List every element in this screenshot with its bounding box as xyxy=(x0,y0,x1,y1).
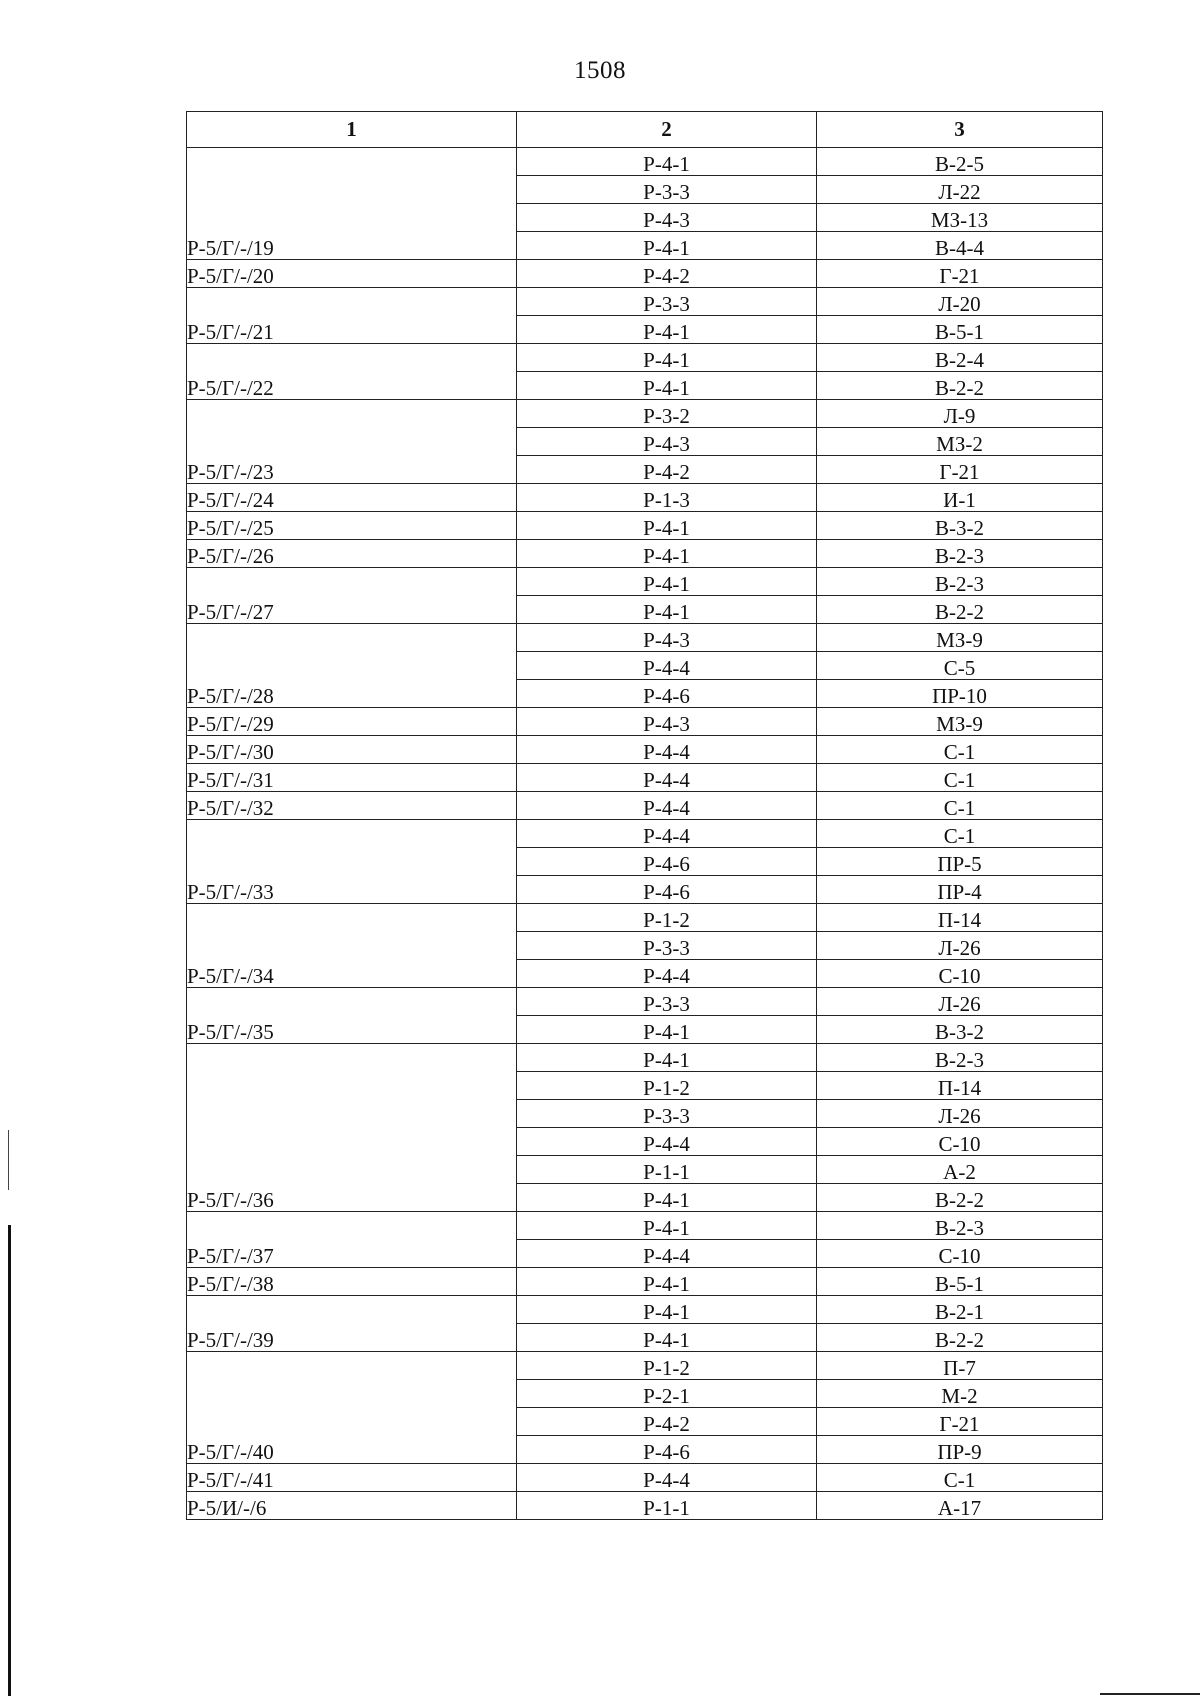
column-3-cell: В-4-4 xyxy=(817,232,1103,260)
table-row xyxy=(187,708,1103,736)
column-3-cell: С-10 xyxy=(817,960,1103,988)
column-2-cell: Р-4-1 xyxy=(517,1212,817,1240)
column-3-cell: ПР-9 xyxy=(817,1436,1103,1464)
column-2-cell: Р-1-1 xyxy=(517,1492,817,1520)
column-2-cell: Р-4-1 xyxy=(517,596,817,624)
column-3-cell: С-1 xyxy=(817,764,1103,792)
column-2-cell: Р-1-3 xyxy=(517,484,817,512)
column-2-cell: Р-4-3 xyxy=(517,428,817,456)
group-code-cell: Р-5/Г/-/19 xyxy=(187,148,517,260)
column-3-cell: П-14 xyxy=(817,1072,1103,1100)
column-2-cell: Р-4-4 xyxy=(517,1128,817,1156)
table-row xyxy=(187,820,1103,848)
column-3-cell: ПР-10 xyxy=(817,680,1103,708)
table-row xyxy=(187,288,1103,316)
table-row xyxy=(187,1492,1103,1520)
column-3-cell: С-1 xyxy=(817,820,1103,848)
page-number: 1508 xyxy=(574,57,626,84)
group-code-cell: Р-5/Г/-/35 xyxy=(187,988,517,1044)
group-code-cell: Р-5/Г/-/31 xyxy=(187,764,517,792)
column-2-cell: Р-4-1 xyxy=(517,568,817,596)
column-3-cell: М-2 xyxy=(817,1380,1103,1408)
group-code-cell: Р-5/Г/-/34 xyxy=(187,904,517,988)
column-header-3: 3 xyxy=(817,112,1103,148)
table-body xyxy=(187,148,1103,1520)
table-row xyxy=(187,344,1103,372)
column-3-cell: В-2-1 xyxy=(817,1296,1103,1324)
column-2-cell: Р-4-4 xyxy=(517,960,817,988)
column-2-cell: Р-4-6 xyxy=(517,680,817,708)
column-2-cell: Р-4-1 xyxy=(517,148,817,176)
table-row xyxy=(187,1212,1103,1240)
column-3-cell: ПР-4 xyxy=(817,876,1103,904)
group-code-cell: Р-5/Г/-/39 xyxy=(187,1296,517,1352)
column-header-2: 2 xyxy=(517,112,817,148)
column-3-cell: МЗ-9 xyxy=(817,708,1103,736)
column-3-cell: А-17 xyxy=(817,1492,1103,1520)
column-3-cell: С-1 xyxy=(817,1464,1103,1492)
column-2-cell: Р-4-3 xyxy=(517,204,817,232)
column-3-cell: В-5-1 xyxy=(817,316,1103,344)
group-code-cell: Р-5/Г/-/22 xyxy=(187,344,517,400)
group-code-cell: Р-5/Г/-/21 xyxy=(187,288,517,344)
column-3-cell: Г-21 xyxy=(817,260,1103,288)
table-row xyxy=(187,736,1103,764)
column-2-cell: Р-4-6 xyxy=(517,876,817,904)
column-2-cell: Р-4-1 xyxy=(517,1324,817,1352)
column-2-cell: Р-4-1 xyxy=(517,372,817,400)
column-3-cell: МЗ-9 xyxy=(817,624,1103,652)
group-code-cell: Р-5/Г/-/20 xyxy=(187,260,517,288)
table-row xyxy=(187,1044,1103,1072)
header-row xyxy=(187,112,1103,148)
margin-mark xyxy=(8,1130,9,1190)
column-3-cell: Г-21 xyxy=(817,456,1103,484)
column-3-cell: Г-21 xyxy=(817,1408,1103,1436)
column-2-cell: Р-4-1 xyxy=(517,512,817,540)
group-code-cell: Р-5/Г/-/24 xyxy=(187,484,517,512)
group-code-cell: Р-5/Г/-/33 xyxy=(187,820,517,904)
column-3-cell: В-2-2 xyxy=(817,596,1103,624)
column-2-cell: Р-3-3 xyxy=(517,1100,817,1128)
column-3-cell: С-10 xyxy=(817,1128,1103,1156)
column-2-cell: Р-4-1 xyxy=(517,1184,817,1212)
table-row xyxy=(187,148,1103,176)
margin-bar xyxy=(8,1225,11,1696)
table-row xyxy=(187,1296,1103,1324)
column-2-cell: Р-1-2 xyxy=(517,1352,817,1380)
column-header-1: 1 xyxy=(187,112,517,148)
column-2-cell: Р-4-1 xyxy=(517,232,817,260)
column-3-cell: Л-26 xyxy=(817,1100,1103,1128)
column-2-cell: Р-3-3 xyxy=(517,288,817,316)
column-2-cell: Р-4-4 xyxy=(517,764,817,792)
column-3-cell: МЗ-2 xyxy=(817,428,1103,456)
column-2-cell: Р-3-2 xyxy=(517,400,817,428)
column-3-cell: В-2-2 xyxy=(817,372,1103,400)
column-3-cell: С-1 xyxy=(817,736,1103,764)
column-2-cell: Р-3-3 xyxy=(517,932,817,960)
table-row xyxy=(187,400,1103,428)
column-2-cell: Р-4-1 xyxy=(517,344,817,372)
group-code-cell: Р-5/Г/-/29 xyxy=(187,708,517,736)
column-3-cell: А-2 xyxy=(817,1156,1103,1184)
column-2-cell: Р-4-4 xyxy=(517,1464,817,1492)
group-code-cell: Р-5/Г/-/41 xyxy=(187,1464,517,1492)
column-2-cell: Р-4-4 xyxy=(517,736,817,764)
column-2-cell: Р-3-3 xyxy=(517,176,817,204)
column-2-cell: Р-4-6 xyxy=(517,1436,817,1464)
column-2-cell: Р-4-2 xyxy=(517,1408,817,1436)
column-3-cell: И-1 xyxy=(817,484,1103,512)
column-3-cell: В-2-3 xyxy=(817,1044,1103,1072)
column-3-cell: Л-26 xyxy=(817,988,1103,1016)
column-3-cell: В-3-2 xyxy=(817,512,1103,540)
corner-rule xyxy=(1100,1693,1200,1695)
column-2-cell: Р-4-6 xyxy=(517,848,817,876)
group-code-cell: Р-5/Г/-/28 xyxy=(187,624,517,708)
column-2-cell: Р-4-1 xyxy=(517,1044,817,1072)
group-code-cell: Р-5/Г/-/25 xyxy=(187,512,517,540)
table-row xyxy=(187,484,1103,512)
column-2-cell: Р-3-3 xyxy=(517,988,817,1016)
column-2-cell: Р-4-4 xyxy=(517,820,817,848)
column-2-cell: Р-1-2 xyxy=(517,904,817,932)
column-3-cell: В-2-4 xyxy=(817,344,1103,372)
group-code-cell: Р-5/Г/-/23 xyxy=(187,400,517,484)
table-row xyxy=(187,1268,1103,1296)
column-3-cell: В-2-5 xyxy=(817,148,1103,176)
column-2-cell: Р-4-4 xyxy=(517,792,817,820)
column-2-cell: Р-4-1 xyxy=(517,1296,817,1324)
group-code-cell: Р-5/Г/-/27 xyxy=(187,568,517,624)
column-3-cell: В-3-2 xyxy=(817,1016,1103,1044)
column-3-cell: Л-26 xyxy=(817,932,1103,960)
column-3-cell: МЗ-13 xyxy=(817,204,1103,232)
group-code-cell: Р-5/Г/-/26 xyxy=(187,540,517,568)
column-3-cell: ПР-5 xyxy=(817,848,1103,876)
column-3-cell: П-14 xyxy=(817,904,1103,932)
group-code-cell: Р-5/Г/-/36 xyxy=(187,1044,517,1212)
column-3-cell: Л-20 xyxy=(817,288,1103,316)
column-2-cell: Р-4-3 xyxy=(517,708,817,736)
column-3-cell: В-2-3 xyxy=(817,1212,1103,1240)
group-code-cell: Р-5/Г/-/37 xyxy=(187,1212,517,1268)
column-2-cell: Р-4-4 xyxy=(517,1240,817,1268)
table-row xyxy=(187,764,1103,792)
column-3-cell: С-1 xyxy=(817,792,1103,820)
column-3-cell: В-5-1 xyxy=(817,1268,1103,1296)
table-header xyxy=(187,112,1103,148)
group-code-cell: Р-5/Г/-/30 xyxy=(187,736,517,764)
column-3-cell: С-10 xyxy=(817,1240,1103,1268)
group-code-cell: Р-5/Г/-/38 xyxy=(187,1268,517,1296)
column-2-cell: Р-4-2 xyxy=(517,456,817,484)
column-2-cell: Р-4-1 xyxy=(517,1016,817,1044)
column-2-cell: Р-4-1 xyxy=(517,1268,817,1296)
column-3-cell: В-2-2 xyxy=(817,1324,1103,1352)
table-row xyxy=(187,1464,1103,1492)
column-2-cell: Р-4-3 xyxy=(517,624,817,652)
column-2-cell: Р-4-2 xyxy=(517,260,817,288)
table-row xyxy=(187,1352,1103,1380)
column-3-cell: П-7 xyxy=(817,1352,1103,1380)
group-code-cell: Р-5/Г/-/32 xyxy=(187,792,517,820)
table-row xyxy=(187,568,1103,596)
column-2-cell: Р-1-1 xyxy=(517,1156,817,1184)
table-row xyxy=(187,540,1103,568)
column-3-cell: Л-22 xyxy=(817,176,1103,204)
table-row xyxy=(187,624,1103,652)
column-2-cell: Р-4-1 xyxy=(517,316,817,344)
table-row xyxy=(187,988,1103,1016)
data-table xyxy=(186,111,1103,1520)
group-code-cell: Р-5/И/-/6 xyxy=(187,1492,517,1520)
column-2-cell: Р-1-2 xyxy=(517,1072,817,1100)
group-code-cell: Р-5/Г/-/40 xyxy=(187,1352,517,1464)
table-row xyxy=(187,260,1103,288)
column-2-cell: Р-4-4 xyxy=(517,652,817,680)
column-3-cell: Л-9 xyxy=(817,400,1103,428)
column-3-cell: С-5 xyxy=(817,652,1103,680)
column-3-cell: В-2-3 xyxy=(817,540,1103,568)
column-3-cell: В-2-2 xyxy=(817,1184,1103,1212)
column-2-cell: Р-2-1 xyxy=(517,1380,817,1408)
column-2-cell: Р-4-1 xyxy=(517,540,817,568)
table-row xyxy=(187,904,1103,932)
table-row xyxy=(187,792,1103,820)
column-3-cell: В-2-3 xyxy=(817,568,1103,596)
table-row xyxy=(187,512,1103,540)
